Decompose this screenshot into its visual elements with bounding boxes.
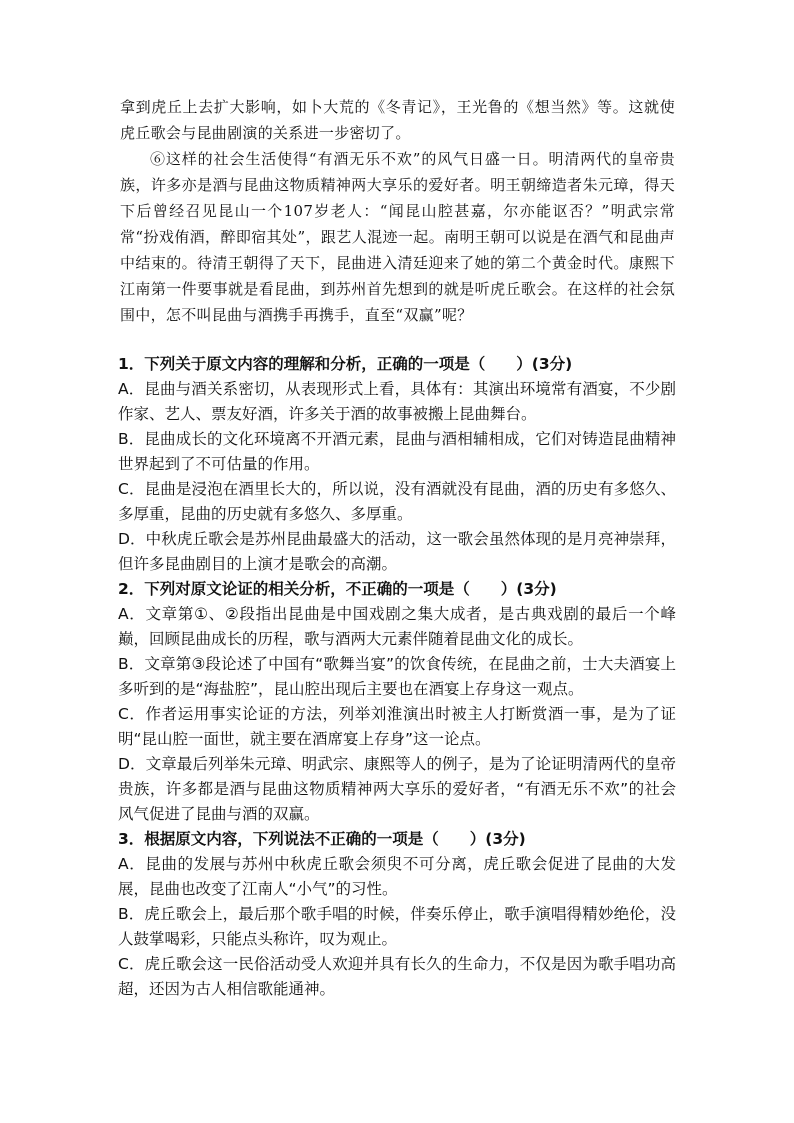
option-c: C．昆曲是浸泡在酒里长大的，所以说，没有酒就没有昆曲，酒的历史有多悠久、多厚重，昆曲的历史就有多悠久、多厚重。 [118, 480, 676, 523]
question-1 [118, 352, 676, 577]
option-c: C．虎丘歌会这一民俗活动受人欢迎并具有长久的生命力，不仅是因为歌手唱功高超，还因为古人相信歌能通神。 [118, 955, 676, 998]
option-d: D．中秋虎丘歌会是苏州昆曲最盛大的活动，这一歌会虽然体现的是月亮神崇拜，但许多昆曲剧目的上演才是歌会的高潮。 [118, 530, 676, 573]
question-3 [118, 827, 676, 1002]
option-a: A．昆曲与酒关系密切，从表现形式上看，具体有：其演出环境常有酒宴，不少剧作家、艺人、票友好酒，许多关于酒的故事被搬上昆曲舞台。 [118, 380, 676, 423]
option-a: A．昆曲的发展与苏州中秋虎丘歌会须臾不可分离，虎丘歌会促进了昆曲的大发展，昆曲也改变了江南人“小气”的习性。 [118, 855, 676, 898]
reading-passage [120, 94, 675, 328]
option-a: A．文章第①、②段指出昆曲是中国戏剧之集大成者，是古典戏剧的最后一个峰巅，回顾昆曲成长的历程，歌与酒两大元素伴随着昆曲文化的成长。 [118, 605, 676, 648]
option-d: D．文章最后列举朱元璋、明武宗、康熙等人的例子，是为了论证明清两代的皇帝贵族，许多都是酒与昆曲这物质精神两大享乐的爱好者，“有酒无乐不欢”的社会风气促进了昆曲与酒的双赢。 [118, 755, 676, 823]
question-title: 2．下列对原文论证的相关分析，不正确的一项是（ ）(3分) [118, 580, 557, 598]
option-b: B．文章第③段论述了中国有“歌舞当宴”的饮食传统，在昆曲之前，士大夫酒宴上多听到的是“海盐腔”，昆山腔出现后主要也在酒宴上存身这一观点。 [118, 655, 676, 698]
option-b: B．昆曲成长的文化环境离不开酒元素，昆曲与酒相辅相成，它们对铸造昆曲精神世界起到了不可估量的作用。 [118, 430, 676, 473]
option-c: C．作者运用事实论证的方法，列举刘淮演出时被主人打断赏酒一事，是为了证明“昆山腔一面世，就主要在酒席宴上存身”这一论点。 [118, 705, 676, 748]
question-title: 1．下列关于原文内容的理解和分析，正确的一项是（ ）(3分) [118, 355, 573, 373]
passage-paragraph: 拿到虎丘上去扩大影响，如卜大荒的《冬青记》，王光鲁的《想当然》等。这就使虎丘歌会与昆曲剧演的关系进一步密切了。 [120, 98, 675, 142]
question-title: 3．根据原文内容，下列说法不正确的一项是（ ）(3分) [118, 830, 526, 848]
question-2 [118, 577, 676, 827]
passage-paragraph-6: ⑥这样的社会生活使得“有酒无乐不欢”的风气日盛一日。明清两代的皇帝贵族，许多亦是酒与昆曲这物质精神两大享乐的爱好者。明王朝缔造者朱元璋，得天下后曾经召见昆山一个107岁老人：“闻昆山腔甚嘉，尔亦能讴否？”明武宗常常“扮戏侑酒，醉即宿其处”，跟艺人混迹一起。南明王朝可以说是在酒气和昆曲声中结束的。待清王朝得了天下，昆曲进入清廷迎来了她的第二个黄金时代。康熙下江南第一件要事就是看昆曲，到苏州首先想到的就是听虎丘歌会。在这样的社会氛围中，怎不叫昆曲与酒携手再携手，直至“双赢”呢？ [120, 150, 675, 324]
question-list [118, 352, 676, 1002]
option-b: B．虎丘歌会上，最后那个歌手唱的时候，伴奏乐停止，歌手演唱得精妙绝伦，没人鼓掌喝彩，只能点头称许，叹为观止。 [118, 905, 676, 948]
